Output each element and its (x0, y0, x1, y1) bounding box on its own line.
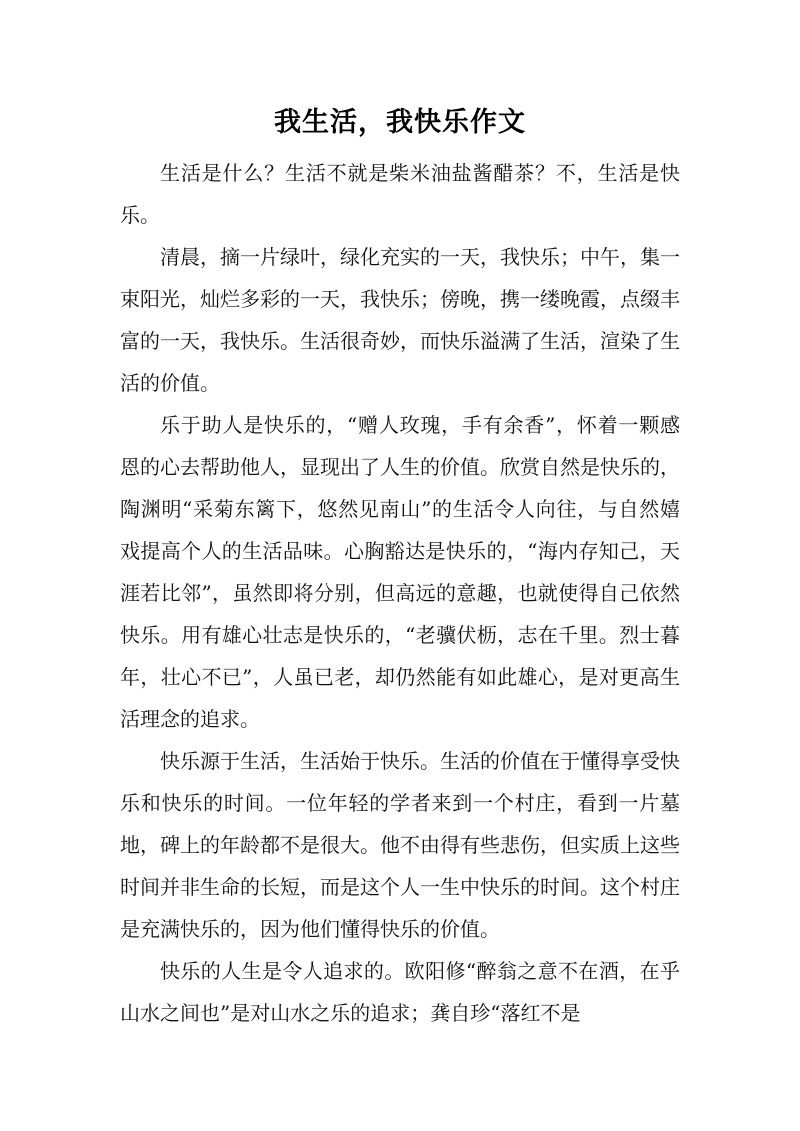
paragraph-3: 乐于助人是快乐的，“赠人玫瑰，手有余香”，怀着一颗感恩的心去帮助他人，显现出了人生的价值。欣赏自然是快乐的，陶渊明“采菊东篱下，悠然见南山”的生活令人向往，与自然嬉戏提高个人的生活品味。心胸豁达是快乐的，“海内存知己，天涯若比邻”，虽然即将分别，但高远的意趣，也就使得自己依然快乐。用有雄心壮志是快乐的，“老骥伏枥，志在千里。烈士暮年，壮心不已”，人虽已老，却仍然能有如此雄心，是对更高生活理念的追求。 (120, 413, 680, 731)
document-title: 我生活，我快乐作文 (274, 107, 526, 138)
paragraph-1: 生活是什么？生活不就是柴米油盐酱醋茶？不，生活是快乐。 (120, 161, 680, 227)
paragraph-2: 清晨，摘一片绿叶，绿化充实的一天，我快乐；中午，集一束阳光，灿烂多彩的一天，我快乐；傍晚，携一缕晚霞，点缀丰富的一天，我快乐。生活很奇妙，而快乐溢满了生活，渲染了生活的价值。 (120, 245, 680, 395)
document-body (120, 152, 680, 1034)
paragraph-5: 快乐的人生是令人追求的。欧阳修“醉翁之意不在酒，在乎山水之间也”是对山水之乐的追求；龚自珍“落红不是 (120, 959, 680, 1025)
paragraph-4: 快乐源于生活，生活始于快乐。生活的价值在于懂得享受快乐和快乐的时间。一位年轻的学者来到一个村庄，看到一片墓地，碑上的年龄都不是很大。他不由得有些悲伤，但实质上这些时间并非生命的长短，而是这个人一生中快乐的时间。这个村庄是充满快乐的，因为他们懂得快乐的价值。 (120, 749, 680, 941)
